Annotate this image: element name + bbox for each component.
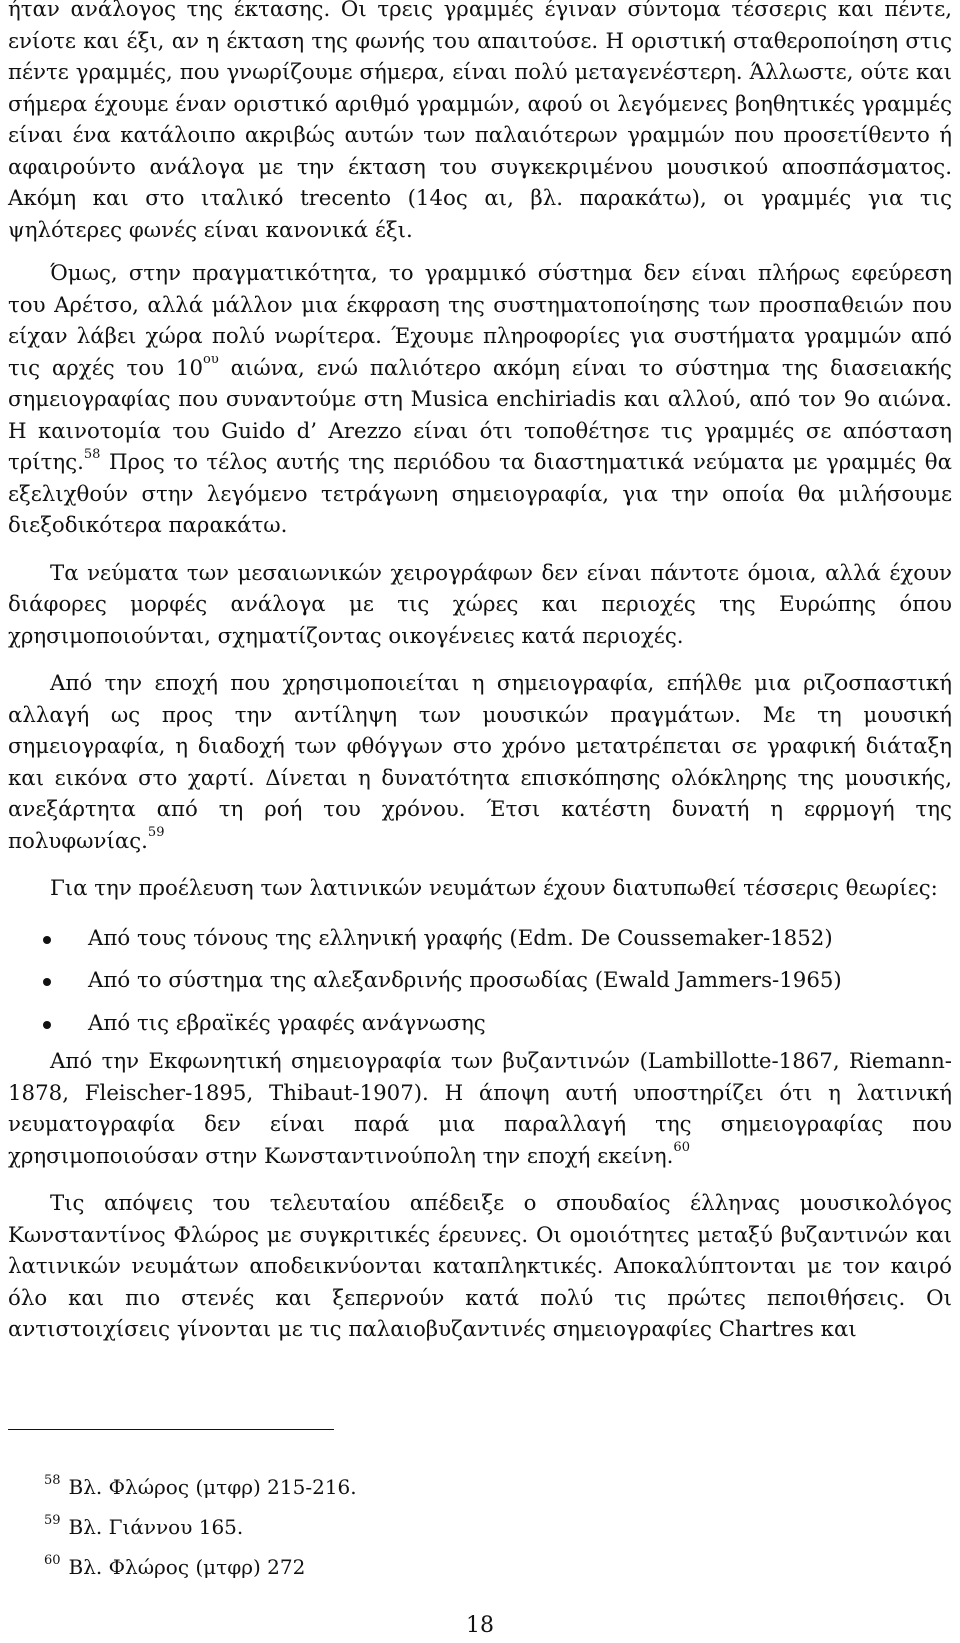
paragraph-neume-families: Τα νεύματα των μεσαιωνικών χειρογράφων δεν είναι πάντοτε όμοια, αλλά έχουν διάφορες μορφές ανάλογα με τις χώρες και περιοχές της Ευρώπης όπου χρησιμοποιούνται, σχηματίζοντας οικογένειες κατά περιοχές. (8, 560, 952, 649)
paragraph-notation-change (8, 668, 952, 857)
theories-list (8, 923, 952, 1040)
footnote-number: 59 (44, 1513, 61, 1529)
footnote-number: 60 (44, 1553, 61, 1569)
bullet-icon (43, 1021, 51, 1029)
footnote-60 (44, 1547, 357, 1587)
paragraph-text: Από την Εκφωνητική σημειογραφία των βυζαντινών (Lambillotte-1867, Riemann-1878, Fleischer-1895, Thibaut-1907). Η άποψη αυτή υποστηρίζει ότι η λατινική νευματογραφία δεν είναι παρά μια παραλλαγή της σημειογραφίας που χρησιμοποιούσαν στην Κωνσταντινούπολη την εποχή εκείνη. (8, 1049, 952, 1169)
footnote-58 (44, 1467, 357, 1507)
paragraph-text: Όμως, στην πραγματικότητα, το γραμμικό σύστημα δεν είναι πλήρως εφεύρεση του Αρέτσο, αλλά μάλλον μια έκφραση της συστηματοποίησης των προσπαθειών που είχαν λάβει χώρα πολύ νωρίτερα. Έχουμε πληροφορίες για συστήματα γραμμών από τις αρχές του 10 (8, 261, 952, 381)
footnote-number: 58 (44, 1473, 61, 1489)
bullet-icon (43, 978, 51, 986)
paragraph-line-system (8, 258, 952, 542)
paragraph-text: Από την εποχή που χρησιμοποιείται η σημειογραφία, επήλθε μια ριζοσπαστική αλλαγή ως προς την αντίληψη των μουσικών πραγμάτων. Με τη μουσική σημειογραφία, η διαδοχή των φθόγγων στο χρόνο μετατρέπεται σε γραφική διάταξη και εικόνα στο χαρτί. Δίνεται η δυνατότητα επισκόπησης ολόκληρης της μουσικής, ανεξάρτητα από τη ροή του χρόνου. Έτσι κατέστη δυνατή η εφρμογή της πολυφωνίας. (8, 671, 952, 854)
footnote-ref-59[interactable]: 59 (147, 825, 165, 841)
footnote-59 (44, 1507, 357, 1547)
list-item-text: Από τις εβραϊκές γραφές ανάγνωσης (88, 1010, 486, 1036)
list-item (8, 923, 952, 955)
paragraph-byzantine-theory (8, 1046, 952, 1172)
paragraph-continuation: ήταν ανάλογος της έκτασης. Οι τρεις γραμμές έγιναν σύντομα τέσσερις και πέντε, ενίοτε και έξι, αν η έκταση της φωνής του απαιτούσε. Η οριστική σταθεροποίηση στις πέντε γραμμές, που γνωρίζουμε σήμερα, είναι πολύ μεταγενέστερη. Άλλωστε, ούτε και σήμερα έχουμε έναν οριστικό αριθμό γραμμών, αφού οι λεγόμενες βοηθητικές γραμμές είναι ένα κατάλοιπο ακριβώς αυτών των παλαιότερων γραμμών που προσετίθεντο ή αφαιρούντο ανάλογα με την έκταση του συγκεκριμένου μουσικού αποσπάσματος. Ακόμη και στο ιταλικό trecento (14ος αι, βλ. παρακάτω), οι γραμμές για τις ψηλότερες φωνές είναι κανονικά έξι. (8, 0, 952, 243)
paragraph-floros: Τις απόψεις του τελευταίου απέδειξε ο σπουδαίος έλληνας μουσικολόγος Κωνσταντίνος Φλώρος με συγκριτικές έρευνες. Οι ομοιότητες μεταξύ βυζαντινών και λατινικών νευμάτων αποδεικνύονται καταπληκτικές. Αποκαλύπτονται με τον καιρό όλο και πιο στενές και ξεπερνούν κατά πολύ τις πρώτες πεποιθήσεις. Οι αντιστοιχίσεις γίνονται με τις παλαιοβυζαντινές σημειογραφίες Chartres και (8, 1191, 952, 1342)
bullet-icon (43, 936, 51, 944)
paragraph-theories-intro: Για την προέλευση των λατινικών νευμάτων έχουν διατυπωθεί τέσσερις θεωρίες: (50, 876, 938, 901)
paragraph-text: Προς το τέλος αυτής της περιόδου τα διαστηματικά νεύματα με γραμμές θα εξελιχθούν στην λεγόμενο τετράγωνη σημειογραφία, για την οποία θα μιλήσουμε διεξοδικότερα παρακάτω. (8, 450, 952, 538)
list-item-text: Από τους τόνους της ελληνική γραφής (Edm. De Coussemaker-1852) (88, 925, 833, 951)
footnote-separator (8, 1429, 334, 1430)
footnotes (44, 1467, 357, 1587)
list-item (8, 965, 952, 997)
footnote-text: Βλ. Φλώρος (μτφρ) 215-216. (68, 1475, 357, 1499)
page-number: 18 (466, 1613, 494, 1638)
list-item-text: Από το σύστημα της αλεξανδρινής προσωδίας (Ewald Jammers-1965) (88, 968, 842, 993)
footnote-ref-58[interactable]: 58 (83, 446, 101, 462)
list-item (8, 1008, 952, 1040)
ordinal-superscript: ου (203, 352, 219, 368)
footnote-text: Βλ. Γιάννου 165. (68, 1515, 244, 1539)
body-text (8, 0, 952, 1346)
footnote-text: Βλ. Φλώρος (μτφρ) 272 (68, 1555, 306, 1579)
paragraph-text: αιώνα, ενώ παλιότερο ακόμη είναι το σύστημα της διασειακής σημειογραφίας που συναντούμε στη Musica enchiriadis και αλλού, από τον 9ο αιώνα. Η καινοτομία του Guido d’ Arezzo είναι ότι τοποθέτησε τις γραμμές σε απόσταση τρίτης. (8, 355, 952, 475)
footnote-ref-60[interactable]: 60 (673, 1140, 690, 1156)
